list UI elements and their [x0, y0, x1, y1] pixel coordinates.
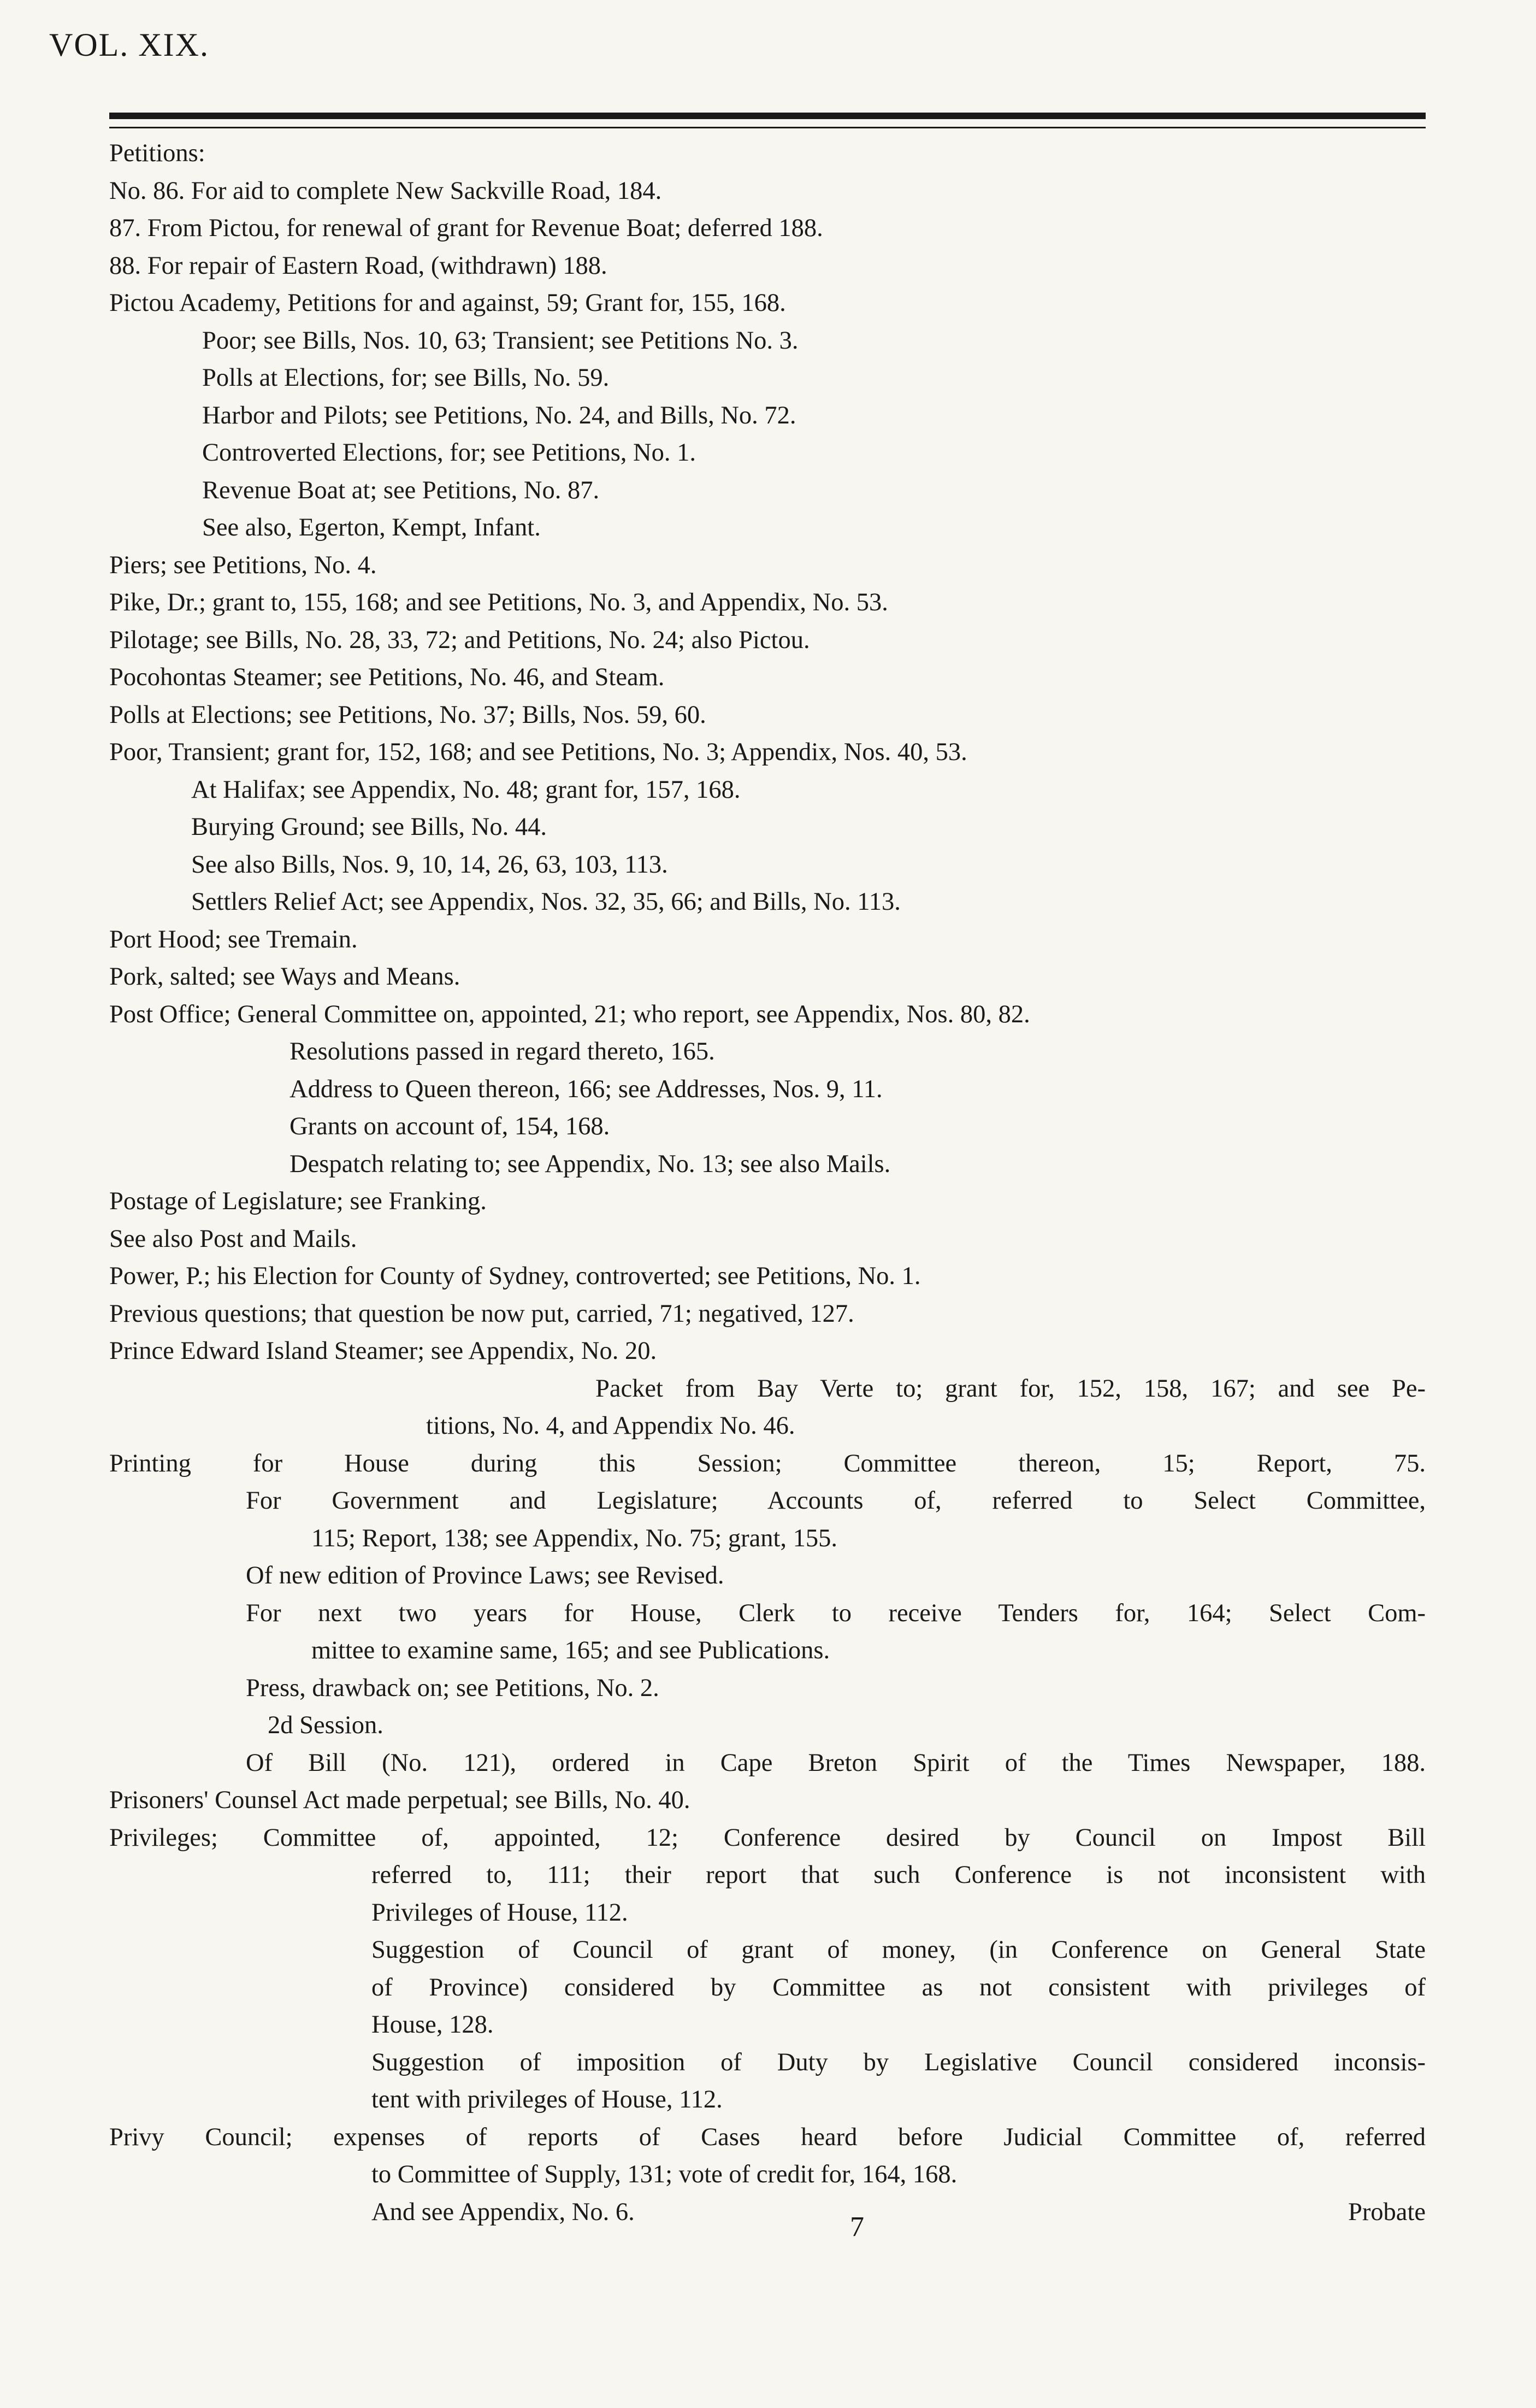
index-line-text: 115; Report, 138; see Appendix, No. 75; grant, 155.	[311, 1524, 838, 1552]
index-line-text: 2d Session.	[268, 1711, 383, 1739]
index-line	[109, 1077, 1426, 1115]
index-line-text: Pocohontas Steamer; see Petitions, No. 46, and Steam.	[109, 663, 665, 691]
index-line	[109, 478, 1426, 516]
index-line	[109, 700, 1426, 740]
index-line	[109, 740, 1426, 778]
index-line	[109, 628, 1426, 666]
index-line	[109, 176, 1426, 216]
index-line	[109, 1863, 1426, 1900]
index-line-text: Suggestion of Council of grant of money, (in Conference on General State	[371, 1936, 1426, 1964]
index-line-text: 88. For repair of Eastern Road, (withdrawn) 188.	[109, 251, 607, 280]
index-line	[109, 890, 1426, 927]
index-line-text: And see Appendix, No. 6.	[371, 2198, 635, 2226]
index-line	[109, 2050, 1426, 2088]
index-line-text: No. 86. For aid to complete New Sackville Road, 184.	[109, 176, 662, 205]
index-line-text: Poor, Transient; grant for, 152, 168; and see Petitions, No. 3; Appendix, Nos. 40, 53.	[109, 738, 967, 766]
index-line-text: Of Bill (No. 121), ordered in Cape Breton Spirit of the Times Newspaper, 188.	[246, 1748, 1426, 1777]
index-line	[109, 964, 1426, 1002]
index-line	[109, 1488, 1426, 1526]
index-line	[109, 291, 1426, 328]
index-line-text: For Government and Legislature; Accounts of, referred to Select Committee,	[246, 1487, 1426, 1515]
volume-heading: VOL. XIX.	[49, 27, 209, 63]
index-line-text: Grants on account of, 154, 168.	[290, 1112, 610, 1140]
index-line	[109, 1676, 1426, 1714]
index-line-text: 87. From Pictou, for renewal of grant for Revenue Boat; deferred 188.	[109, 214, 823, 242]
index-line-text: Privileges of House, 112.	[371, 1898, 628, 1927]
index-line	[109, 1788, 1426, 1826]
index-line	[109, 1563, 1426, 1601]
index-line	[109, 1224, 1426, 1264]
index-line	[109, 403, 1426, 441]
index-line-text: Previous questions; that question be now put, carried, 71; negatived, 127.	[109, 1299, 854, 1328]
index-line-text: Press, drawback on; see Petitions, No. 2.	[246, 1674, 659, 1702]
index-line-text: At Halifax; see Appendix, No. 48; grant for, 157, 168.	[191, 775, 741, 804]
index-line-text: Prisoners' Counsel Act made perpetual; see Bills, No. 40.	[109, 1786, 690, 1814]
index-line-text: Piers; see Petitions, No. 4.	[109, 551, 377, 579]
index-line-text: Pork, salted; see Ways and Means.	[109, 963, 460, 991]
index-line	[109, 2200, 1426, 2238]
index-line-text: Privileges; Committee of, appointed, 12; Conference desired by Council on Impost Bill	[109, 1823, 1426, 1852]
index-line-text: Pilotage; see Bills, No. 28, 33, 72; and Petitions, No. 24; also Pictou.	[109, 626, 810, 654]
index-line	[109, 665, 1426, 703]
index-line	[109, 927, 1426, 965]
index-line-text: Suggestion of imposition of Duty by Legislative Council considered inconsis-	[371, 2048, 1426, 2076]
index-line-text: referred to, 111; their report that such Conference is not inconsistent with	[371, 1861, 1426, 1889]
index-line	[109, 1189, 1426, 1227]
index-line-text: to Committee of Supply, 131; vote of credit for, 164, 168.	[371, 2160, 958, 2188]
index-line-text: Pictou Academy, Petitions for and against, 59; Grant for, 155, 168.	[109, 289, 786, 317]
index-line	[109, 440, 1426, 478]
index-line	[109, 1114, 1426, 1152]
index-line-text: Prince Edward Island Steamer; see Appendix, No. 20.	[109, 1337, 657, 1365]
index-line-text: Controverted Elections, for; see Petitions, No. 1.	[202, 439, 696, 467]
index-line	[109, 2125, 1426, 2163]
index-line	[109, 1975, 1426, 2013]
header-rule-thick	[109, 113, 1426, 119]
index-line	[109, 2012, 1426, 2050]
index-line	[109, 1900, 1426, 1938]
index-line-text: Post Office; General Committee on, appointed, 21; who report, see Appendix, Nos. 80, 82.	[109, 1000, 1030, 1028]
index-line	[109, 2087, 1426, 2125]
index-line-text: Settlers Relief Act; see Appendix, Nos. 32, 35, 66; and Bills, No. 113.	[191, 888, 901, 916]
index-line-text: Pike, Dr.; grant to, 155, 168; and see Petitions, No. 3, and Appendix, No. 53.	[109, 588, 888, 616]
index-line-text: Power, P.; his Election for County of Sydney, controverted; see Petitions, No. 1.	[109, 1262, 921, 1290]
index-line-text: mittee to examine same, 165; and see Publications.	[311, 1636, 830, 1664]
index-line	[109, 1002, 1426, 1040]
index-line-text: Of new edition of Province Laws; see Revised.	[246, 1562, 724, 1589]
index-line-text: Address to Queen thereon, 166; see Addresses, Nos. 9, 11.	[290, 1075, 883, 1103]
index-line-text: Postage of Legislature; see Franking.	[109, 1187, 487, 1215]
index-line	[109, 1748, 1426, 1788]
index-line-text: tent with privileges of House, 112.	[371, 2086, 723, 2113]
index-line-text: Resolutions passed in regard thereto, 165.	[290, 1038, 715, 1065]
index-line	[109, 1264, 1426, 1302]
index-line-text: See also, Egerton, Kempt, Infant.	[202, 514, 541, 541]
index-line-text: Packet from Bay Verte to; grant for, 152, 158, 167; and see Pe-	[595, 1374, 1426, 1403]
index-line-text: Polls at Elections, for; see Bills, No. 59.	[202, 364, 610, 392]
index-line	[109, 2162, 1426, 2200]
index-line	[109, 1039, 1426, 1077]
index-line-text: Petitions:	[109, 139, 205, 167]
index-line	[109, 852, 1426, 890]
index-line-text: Poor; see Bills, Nos. 10, 63; Transient; see Petitions No. 3.	[202, 326, 799, 355]
index-line	[109, 1713, 1426, 1751]
index-line	[109, 251, 1426, 291]
index-line	[109, 553, 1426, 591]
index-line-text: Despatch relating to; see Appendix, No. 13; see also Mails.	[290, 1150, 891, 1178]
index-line	[109, 1823, 1426, 1863]
index-line	[109, 1376, 1426, 1414]
index-line	[109, 328, 1426, 366]
index-line	[109, 515, 1426, 553]
index-line	[109, 1152, 1426, 1190]
page-number: 7	[850, 2211, 864, 2242]
index-line	[109, 366, 1426, 403]
index-line	[109, 1638, 1426, 1676]
header-rule-thin	[109, 127, 1426, 128]
index-line-text: titions, No. 4, and Appendix No. 46.	[426, 1412, 795, 1440]
index-line	[109, 216, 1426, 254]
index-line-text: House, 128.	[371, 2011, 494, 2039]
index-line	[109, 1601, 1426, 1639]
catchword: Probate	[1348, 2198, 1426, 2226]
index-line-text: Burying Ground; see Bills, No. 44.	[191, 813, 547, 841]
index-line-text: See also Bills, Nos. 9, 10, 14, 26, 63, 103, 113.	[191, 850, 668, 879]
index-line-text: Port Hood; see Tremain.	[109, 925, 358, 953]
index-entries	[109, 141, 1426, 2237]
index-line-text: See also Post and Mails.	[109, 1224, 357, 1253]
index-line	[109, 1299, 1426, 1339]
index-line-text: Printing for House during this Session; Committee thereon, 15; Report, 75.	[109, 1449, 1426, 1477]
index-line-text: Harbor and Pilots; see Petitions, No. 24, and Bills, No. 72.	[202, 401, 796, 429]
index-line	[109, 1526, 1426, 1564]
index-line-text: For next two years for House, Clerk to receive Tenders for, 164; Select Com-	[246, 1599, 1426, 1627]
index-line	[109, 1451, 1426, 1489]
index-line	[109, 1339, 1426, 1376]
index-line	[109, 815, 1426, 852]
index-line	[109, 1414, 1426, 1451]
index-line	[109, 1938, 1426, 1975]
index-line-text: Polls at Elections; see Petitions, No. 37; Bills, Nos. 59, 60.	[109, 700, 706, 729]
index-line	[109, 590, 1426, 628]
index-line-text: Revenue Boat at; see Petitions, No. 87.	[202, 476, 600, 504]
index-line-text: of Province) considered by Committee as not consistent with privileges of	[371, 1973, 1426, 2001]
index-line-text: Privy Council; expenses of reports of Cases heard before Judicial Committee of, referred	[109, 2123, 1426, 2151]
index-line	[109, 775, 1426, 815]
index-line	[109, 141, 1426, 179]
